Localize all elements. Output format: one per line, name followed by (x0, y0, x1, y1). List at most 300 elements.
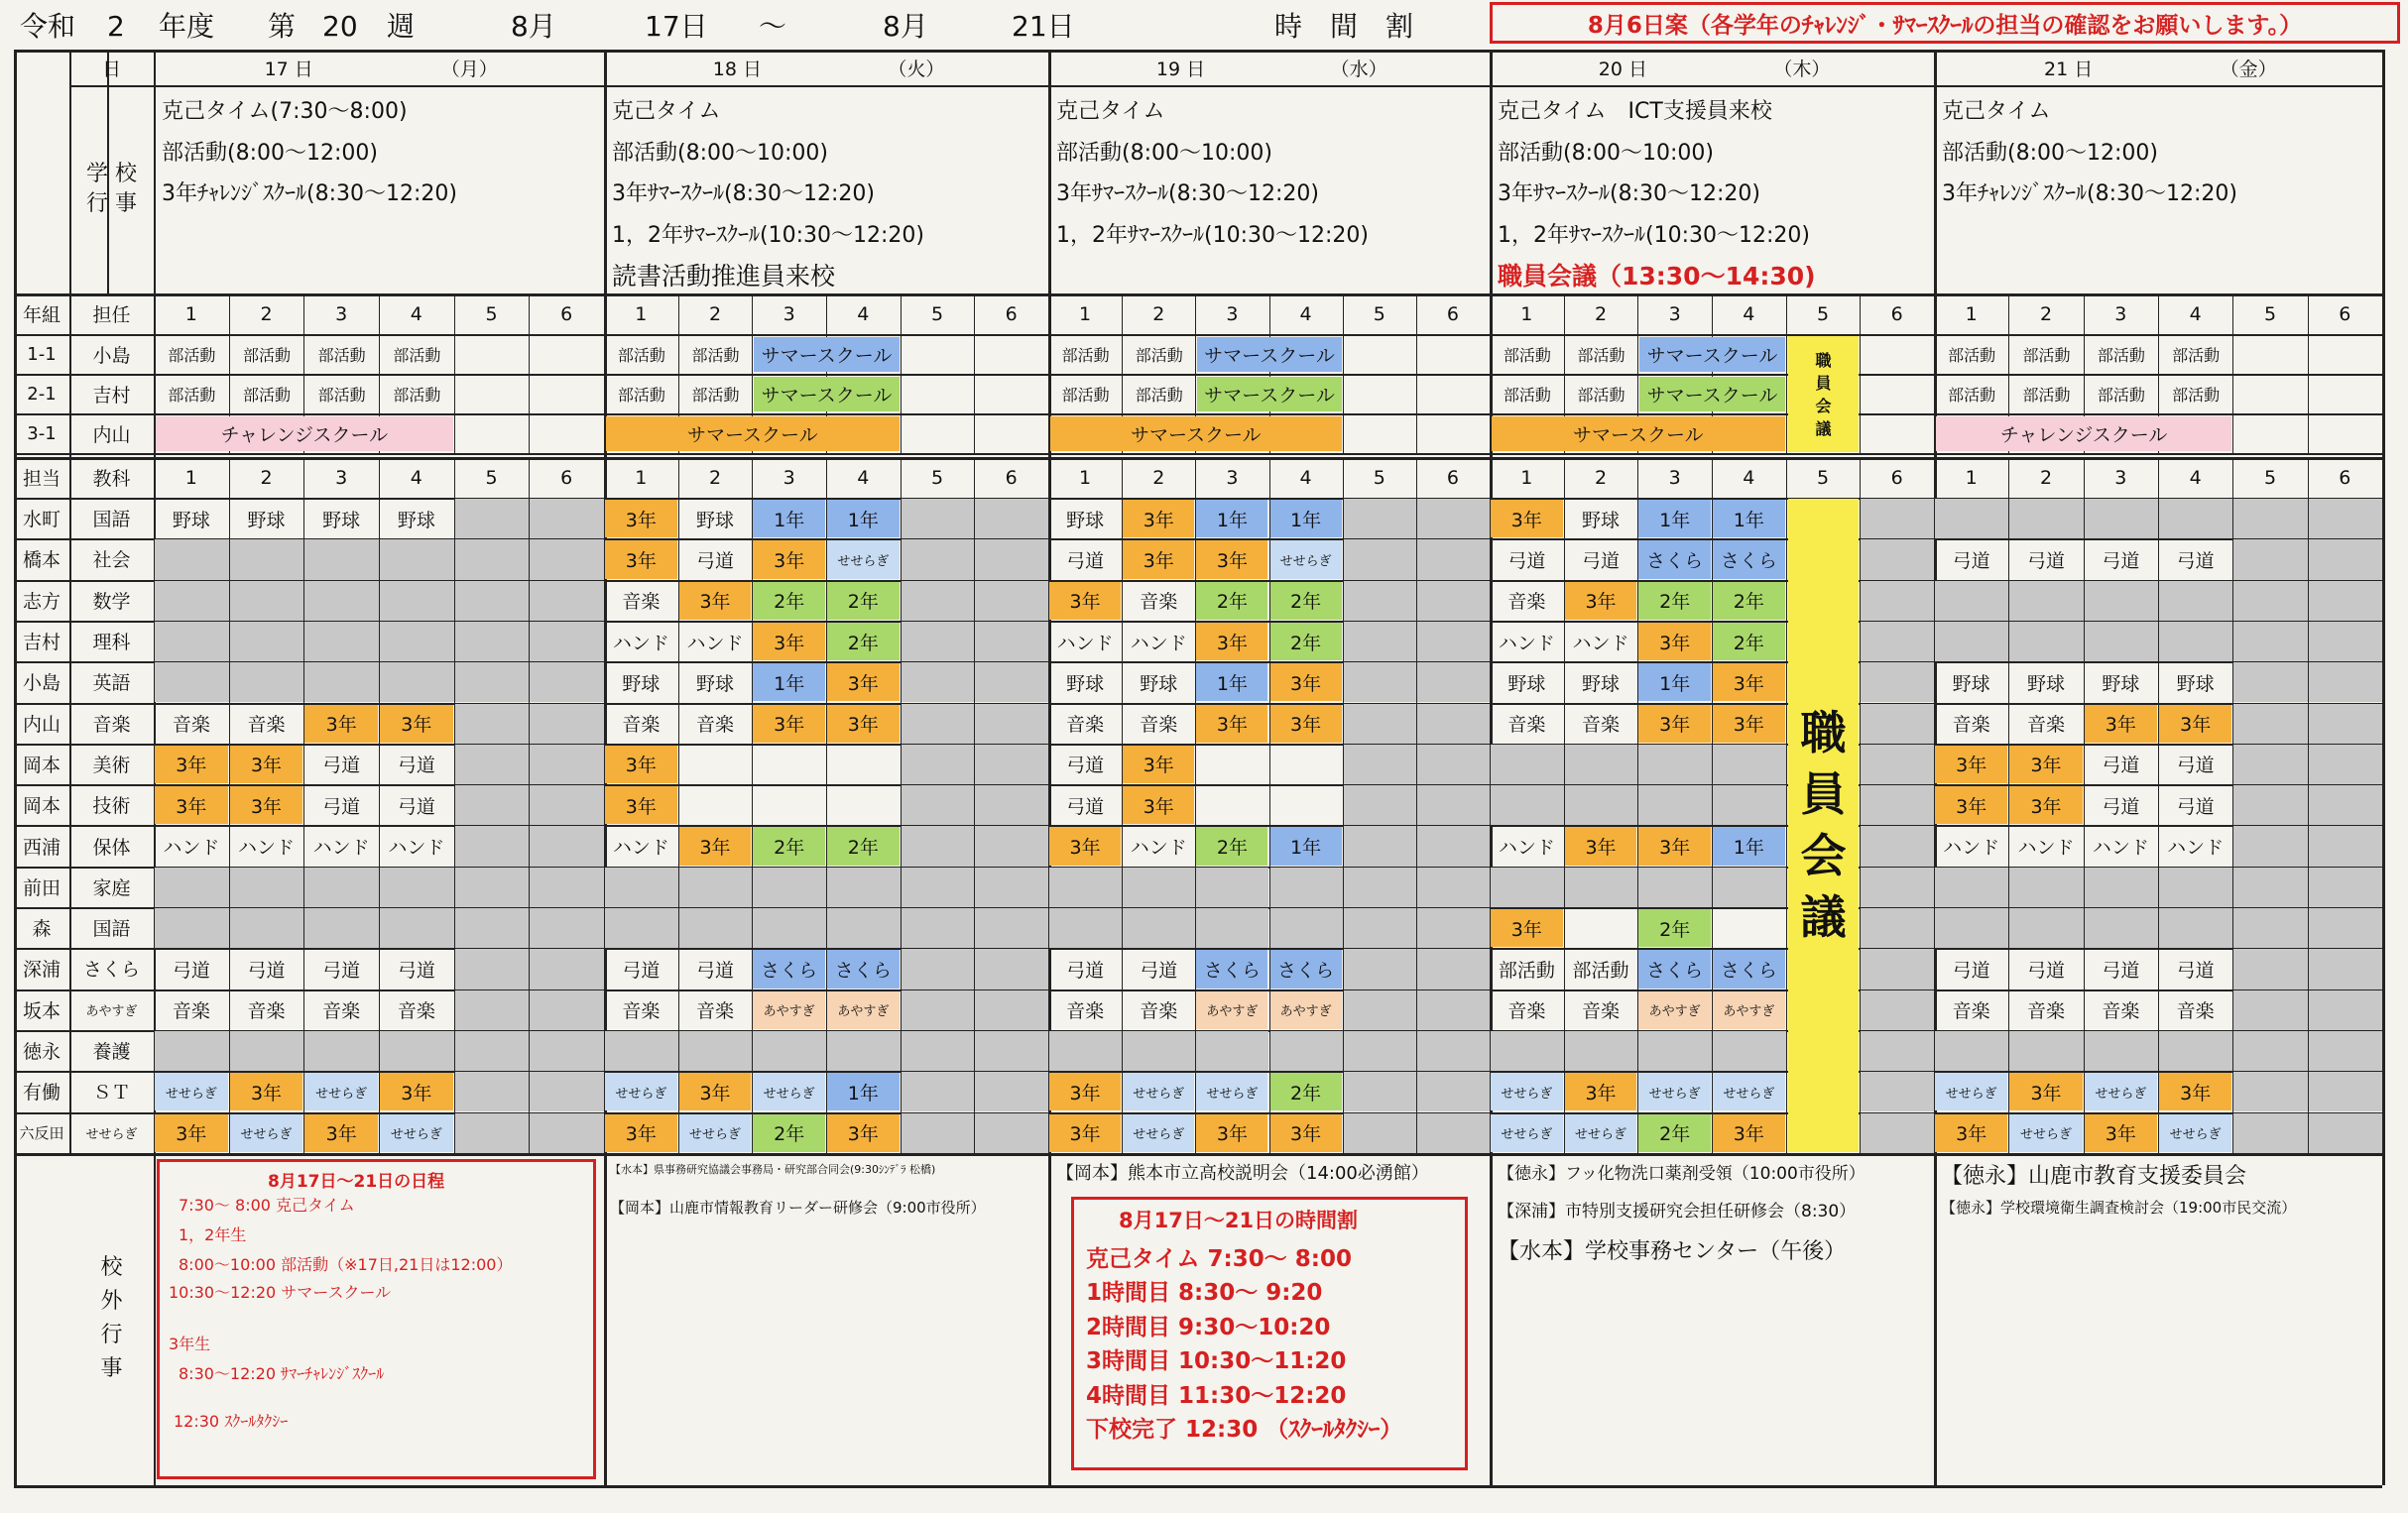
empty-shaded-cell (380, 662, 454, 702)
empty-shaded-cell (1861, 1113, 1934, 1153)
empty-shaded-cell (2309, 662, 2382, 702)
school-event-line: 克己タイム (1056, 99, 1165, 124)
teacher-subject: せせらぎ (85, 1126, 138, 1142)
period-header: 6 (1005, 302, 1018, 325)
empty-shaded-cell (2309, 581, 2382, 621)
lesson-cell: 3年 (827, 705, 900, 743)
lesson-cell: 音楽 (1140, 1000, 1178, 1023)
empty-shaded-cell (2085, 1031, 2158, 1071)
period-header: 3 (1226, 302, 1239, 325)
period-header: 1 (635, 466, 648, 489)
grid-line-h (14, 374, 2382, 376)
teacher-column-label: 担当 (22, 468, 60, 490)
lesson-cell: 音楽 (172, 1000, 210, 1023)
period-header: 1 (1079, 466, 1092, 489)
empty-shaded-cell (1935, 499, 2008, 538)
lesson-cell: ハンド (1943, 837, 2000, 860)
empty-shaded-cell (1935, 581, 2008, 621)
lesson-cell: 音楽 (172, 714, 210, 737)
lesson-cell: せせらぎ (679, 1114, 752, 1152)
lesson-cell: 3年 (1270, 663, 1342, 701)
school-events-label: 学 校 行 事 (86, 162, 137, 216)
lesson-cell: 音楽 (2026, 1000, 2065, 1023)
grid-line-v (1786, 457, 1787, 1153)
lesson-cell: 2年 (1270, 1073, 1342, 1110)
lesson-cell: 3年 (1270, 1114, 1342, 1152)
lesson-cell: 3年 (605, 540, 677, 578)
class-cell-club: 部活動 (393, 386, 441, 405)
empty-shaded-cell (2085, 581, 2158, 621)
empty-shaded-cell (975, 499, 1048, 538)
empty-shaded-cell (2233, 581, 2307, 621)
lesson-cell: 弓道 (1066, 755, 1105, 777)
lesson-cell: 3年 (155, 746, 228, 783)
lesson-cell: ハンド (1572, 632, 1629, 654)
class-cell-club: 部活動 (2097, 346, 2145, 365)
lesson-cell: ハンド (388, 837, 445, 860)
period-header: 4 (1299, 466, 1312, 489)
empty-shaded-cell (2309, 1113, 2382, 1153)
empty-shaded-cell (902, 662, 975, 702)
empty-shaded-cell (1344, 622, 1416, 661)
lesson-cell: 弓道 (397, 755, 435, 777)
lesson-cell: 3年 (1713, 705, 1785, 743)
grid-line-h (14, 1153, 2382, 1156)
period-header: 4 (1743, 466, 1755, 489)
lesson-cell: せせらぎ (2009, 1114, 2082, 1152)
empty-shaded-cell (902, 990, 975, 1030)
lesson-cell: 3年 (1638, 705, 1711, 743)
lesson-cell: ハンド (1498, 632, 1555, 654)
lesson-cell: 音楽 (1507, 1000, 1546, 1023)
lesson-cell: 1年 (827, 500, 900, 537)
class-homeroom-teacher: 吉村 (92, 384, 131, 407)
period-header: 2 (1594, 302, 1608, 325)
empty-shaded-cell (1861, 745, 1934, 784)
school-event-line: 1，2年ｻﾏｰｽｸｰﾙ(10:30～12:20) (1498, 222, 1810, 248)
lesson-cell: 音楽 (2176, 1000, 2215, 1023)
lesson-cell: 3年 (827, 1114, 900, 1152)
lesson-cell: 1年 (1713, 827, 1785, 865)
empty-shaded-cell (455, 539, 530, 579)
empty-shaded-cell (380, 581, 454, 621)
lesson-cell: 弓道 (322, 959, 361, 982)
empty-shaded-cell (455, 1072, 530, 1111)
day-header-weekday: （金） (2220, 58, 2277, 80)
lesson-cell: 音楽 (1952, 714, 1990, 737)
empty-shaded-cell (455, 622, 530, 661)
empty-shaded-cell (155, 539, 229, 579)
lesson-cell: 1年 (753, 500, 825, 537)
lesson-cell: 音楽 (1581, 714, 1620, 737)
period-header: 4 (1299, 302, 1312, 325)
schedule-box-mon-title: 8月17日～21日の日程 (268, 1171, 445, 1192)
empty-shaded-cell (902, 785, 975, 825)
lesson-cell: 2年 (1638, 1114, 1711, 1152)
class-cell-club: 部活動 (242, 346, 291, 365)
class-cell-summer: サマースクール (1050, 416, 1342, 451)
lesson-cell: ハンド (1130, 837, 1187, 860)
teacher-name: 志方 (22, 590, 60, 613)
empty-shaded-cell (2009, 908, 2083, 948)
empty-shaded-cell (2233, 1031, 2307, 1071)
lesson-cell: 3年 (380, 1073, 453, 1110)
lesson-cell: 音楽 (1066, 714, 1105, 737)
school-event-line: 部活動(8:00～12:00) (162, 140, 378, 166)
empty-shaded-cell (455, 499, 530, 538)
lesson-cell: 野球 (695, 509, 734, 531)
empty-shaded-cell (1344, 1031, 1416, 1071)
empty-shaded-cell (2309, 1072, 2382, 1111)
empty-shaded-cell (2009, 499, 2083, 538)
lesson-cell: 3年 (304, 705, 378, 743)
empty-shaded-cell (1417, 868, 1490, 907)
lesson-cell: ハンド (612, 837, 669, 860)
lesson-cell: 1年 (827, 1073, 900, 1110)
empty-shaded-cell (2309, 826, 2382, 866)
empty-shaded-cell (1861, 1031, 1934, 1071)
empty-shaded-cell (753, 908, 826, 948)
empty-shaded-cell (1861, 704, 1934, 744)
empty-shaded-cell (1565, 785, 1638, 825)
day-header-date: 20 日 (1598, 58, 1647, 80)
lesson-cell: 3年 (2009, 786, 2082, 824)
period-header: 5 (1816, 302, 1830, 325)
lesson-cell: 2年 (827, 582, 900, 620)
empty-shaded-cell (230, 539, 304, 579)
lesson-cell: 野球 (2176, 672, 2215, 695)
lesson-cell: 1年 (1638, 500, 1711, 537)
empty-shaded-cell (230, 622, 304, 661)
teacher-name: 西浦 (22, 836, 60, 859)
empty-shaded-cell (2233, 868, 2307, 907)
lesson-cell: 野球 (172, 509, 210, 531)
period-header: 3 (335, 466, 348, 489)
lesson-cell: 弓道 (2176, 755, 2215, 777)
empty-shaded-cell (530, 539, 604, 579)
lesson-cell: 3年 (155, 1114, 228, 1152)
lesson-cell: 3年 (1049, 582, 1121, 620)
class-name: 3-1 (27, 422, 57, 444)
empty-shaded-cell (2233, 1072, 2307, 1111)
lesson-cell: 3年 (2159, 705, 2231, 743)
class-cell-club: 部活動 (1577, 386, 1625, 405)
lesson-cell: せせらぎ (1491, 1073, 1563, 1110)
empty-shaded-cell (975, 1031, 1048, 1071)
teacher-name: 岡本 (22, 754, 60, 776)
schedule-box-wed-line: 2時間目 9:30～10:20 (1086, 1314, 1331, 1340)
class-cell-club: 部活動 (1061, 346, 1110, 365)
empty-shaded-cell (1417, 1031, 1490, 1071)
lesson-cell: 野球 (1581, 672, 1620, 695)
period-header: 6 (560, 302, 573, 325)
lesson-cell: 音楽 (2102, 1000, 2140, 1023)
lesson-cell: さくら (1638, 540, 1711, 578)
empty-shaded-cell (1713, 745, 1786, 784)
lesson-cell: さくら (1713, 950, 1785, 988)
empty-shaded-cell (2233, 662, 2307, 702)
lesson-cell: 3年 (753, 540, 825, 578)
day-column-label: 日 (101, 58, 121, 80)
school-event-line: 読書活動推進員来校 (612, 262, 836, 291)
lesson-cell: 2年 (753, 827, 825, 865)
empty-shaded-cell (1344, 949, 1416, 989)
empty-shaded-cell (902, 704, 975, 744)
lesson-cell: 3年 (230, 1073, 303, 1110)
teacher-name: 徳永 (22, 1041, 60, 1064)
teacher-subject: 数学 (92, 590, 131, 613)
period-header: 6 (2339, 302, 2351, 325)
empty-shaded-cell (1565, 745, 1638, 784)
empty-shaded-cell (2159, 581, 2232, 621)
period-header: 2 (2039, 466, 2053, 489)
teacher-subject: 家庭 (92, 876, 131, 899)
lesson-cell: 弓道 (1581, 549, 1620, 572)
period-header: 6 (1446, 302, 1459, 325)
empty-shaded-cell (2309, 539, 2382, 579)
class-cell-club: 部活動 (1135, 386, 1183, 405)
empty-shaded-cell (975, 704, 1048, 744)
empty-shaded-cell (1417, 704, 1490, 744)
empty-shaded-cell (1935, 868, 2008, 907)
class-cell-club: 部活動 (317, 386, 366, 405)
empty-shaded-cell (2309, 868, 2382, 907)
empty-shaded-cell (902, 868, 975, 907)
empty-shaded-cell (230, 581, 304, 621)
period-header: 4 (857, 302, 870, 325)
lesson-cell: 3年 (753, 705, 825, 743)
lesson-cell: 弓道 (1066, 795, 1105, 818)
empty-shaded-cell (2233, 990, 2307, 1030)
lesson-cell: 3年 (1049, 1073, 1121, 1110)
empty-shaded-cell (304, 662, 379, 702)
subject-column-label: 教科 (92, 468, 131, 490)
lesson-cell: せせらぎ (1638, 1073, 1711, 1110)
empty-shaded-cell (230, 868, 304, 907)
empty-shaded-cell (2309, 745, 2382, 784)
lesson-cell: せせらぎ (230, 1114, 303, 1152)
class-cell-club: 部活動 (691, 386, 740, 405)
lesson-cell: せせらぎ (1565, 1114, 1637, 1152)
teacher-name: 内山 (22, 713, 60, 736)
empty-shaded-cell (605, 1031, 678, 1071)
empty-shaded-cell (2085, 908, 2158, 948)
lesson-cell: 弓道 (2176, 795, 2215, 818)
lesson-cell: 3年 (1713, 663, 1785, 701)
empty-shaded-cell (2009, 1031, 2083, 1071)
period-header: 3 (1668, 466, 1681, 489)
empty-shaded-cell (455, 745, 530, 784)
empty-shaded-cell (975, 662, 1048, 702)
lesson-cell: 弓道 (695, 549, 734, 572)
empty-shaded-cell (975, 826, 1048, 866)
period-header: 5 (1373, 302, 1385, 325)
lesson-cell: 3年 (2085, 705, 2157, 743)
lesson-cell: 3年 (1638, 827, 1711, 865)
empty-shaded-cell (1344, 581, 1416, 621)
school-event-line: 職員会議（13:30～14:30) (1498, 262, 1816, 291)
empty-shaded-cell (1344, 785, 1416, 825)
empty-shaded-cell (1123, 868, 1195, 907)
empty-shaded-cell (1491, 868, 1564, 907)
outside-event-fri: 【徳永】学校環境衛生調査検討会（19:00市民交流） (1941, 1198, 2297, 1217)
period-header: 4 (1743, 302, 1755, 325)
lesson-cell: 部活動 (1498, 959, 1555, 982)
lesson-cell: 2年 (1270, 623, 1342, 660)
empty-shaded-cell (2233, 1113, 2307, 1153)
empty-shaded-cell (1861, 785, 1934, 825)
lesson-cell: 3年 (1123, 746, 1194, 783)
empty-shaded-cell (530, 1113, 604, 1153)
empty-shaded-cell (2309, 990, 2382, 1030)
teacher-subject: 理科 (92, 632, 131, 654)
period-header: 2 (1152, 466, 1165, 489)
empty-shaded-cell (530, 826, 604, 866)
lesson-cell: 3年 (1713, 1114, 1785, 1152)
day-header-weekday: （月） (440, 58, 498, 80)
schedule-box-wed-line: 下校完了 12:30 （ｽｸｰﾙﾀｸｼｰ） (1086, 1417, 1403, 1444)
empty-shaded-cell (530, 622, 604, 661)
empty-shaded-cell (530, 908, 604, 948)
empty-shaded-cell (1049, 908, 1122, 948)
empty-shaded-cell (1344, 826, 1416, 866)
lesson-cell: 2年 (1638, 582, 1711, 620)
lesson-cell: 3年 (155, 786, 228, 824)
grid-line-h (14, 413, 2382, 415)
lesson-cell: 3年 (1565, 1073, 1637, 1110)
empty-shaded-cell (2085, 868, 2158, 907)
teacher-name: 吉村 (22, 632, 60, 654)
teacher-subject: 社会 (92, 549, 131, 572)
empty-shaded-cell (530, 990, 604, 1030)
empty-shaded-cell (1344, 868, 1416, 907)
period-header: 3 (2114, 466, 2127, 489)
empty-shaded-cell (455, 704, 530, 744)
empty-shaded-cell (1861, 949, 1934, 989)
header-range-end-day: 21日 (1012, 10, 1075, 43)
lesson-cell: 3年 (1196, 1114, 1267, 1152)
day-header-weekday: （火） (888, 58, 945, 80)
lesson-cell: 3年 (1196, 623, 1267, 660)
empty-shaded-cell (2159, 908, 2232, 948)
schedule-box-mon-line: 12:30 ｽｸｰﾙﾀｸｼｰ (174, 1411, 289, 1431)
lesson-cell: 野球 (1066, 509, 1105, 531)
day-header-weekday: （水） (1330, 58, 1387, 80)
lesson-cell: 1年 (1196, 500, 1267, 537)
teacher-subject: 技術 (92, 795, 131, 818)
teacher-subject: ＳＴ (92, 1082, 131, 1105)
class-cell-club: 部活動 (691, 346, 740, 365)
teacher-name: 橋本 (22, 549, 60, 572)
outside-event-thu: 【徳永】フッ化物洗口薬剤受領（10:00市役所） (1498, 1163, 1866, 1184)
empty-shaded-cell (902, 539, 975, 579)
empty-shaded-cell (455, 826, 530, 866)
schedule-box-wed-line: 克己タイム 7:30～ 8:00 (1086, 1245, 1352, 1272)
period-header: 5 (930, 466, 944, 489)
lesson-cell: 3年 (1935, 1114, 2007, 1152)
empty-shaded-cell (902, 1031, 975, 1071)
lesson-cell: 音楽 (695, 1000, 734, 1023)
empty-shaded-cell (753, 868, 826, 907)
empty-shaded-cell (1417, 745, 1490, 784)
lesson-cell: 2年 (827, 623, 900, 660)
empty-shaded-cell (1417, 990, 1490, 1030)
empty-shaded-cell (2233, 704, 2307, 744)
period-header: 5 (2263, 466, 2277, 489)
header-tilde: ～ (759, 10, 787, 43)
empty-shaded-cell (975, 539, 1048, 579)
empty-shaded-cell (2309, 785, 2382, 825)
empty-shaded-cell (1491, 1031, 1564, 1071)
lesson-cell: さくら (1638, 950, 1711, 988)
empty-shaded-cell (1417, 581, 1490, 621)
lesson-cell: 3年 (230, 746, 303, 783)
period-header: 1 (1965, 302, 1978, 325)
empty-shaded-cell (902, 581, 975, 621)
lesson-cell: 弓道 (2026, 959, 2065, 982)
lesson-cell: 3年 (1196, 705, 1267, 743)
empty-shaded-cell (902, 499, 975, 538)
teacher-subject: 音楽 (92, 713, 131, 736)
school-event-line: 3年ｻﾏｰｽｸｰﾙ(8:30～12:20) (1498, 181, 1760, 206)
lesson-cell: さくら (1196, 950, 1267, 988)
teacher-name: 六反田 (19, 1123, 64, 1142)
school-event-line: 克己タイム ICT支援員来校 (1498, 99, 1772, 124)
school-event-line: 3年ｻﾏｰｽｸｰﾙ(8:30～12:20) (612, 181, 875, 206)
lesson-cell: 音楽 (1952, 1000, 1990, 1023)
empty-shaded-cell (530, 662, 604, 702)
schedule-box-mon-line: 3年生 (169, 1334, 211, 1353)
lesson-cell: 野球 (247, 509, 286, 531)
empty-shaded-cell (304, 1031, 379, 1071)
lesson-cell: 野球 (622, 672, 661, 695)
period-header: 4 (2189, 466, 2202, 489)
lesson-cell: 音楽 (695, 714, 734, 737)
lesson-cell: 弓道 (397, 795, 435, 818)
schedule-box-wed-title: 8月17日～21日の時間割 (1119, 1208, 1359, 1232)
empty-shaded-cell (975, 990, 1048, 1030)
empty-shaded-cell (1861, 868, 1934, 907)
lesson-cell: 3年 (380, 705, 453, 743)
period-header: 5 (1816, 466, 1830, 489)
lesson-cell: せせらぎ (1713, 1073, 1785, 1110)
schedule-box-wed-line: 3時間目 10:30～11:20 (1086, 1348, 1347, 1375)
school-event-line: 3年ﾁｬﾚﾝｼﾞｽｸｰﾙ(8:30～12:20) (1942, 181, 2237, 206)
school-event-line: 部活動(8:00～10:00) (612, 140, 828, 166)
day-header-date: 21 日 (2043, 58, 2094, 80)
empty-shaded-cell (2159, 499, 2232, 538)
lesson-cell: 2年 (1270, 582, 1342, 620)
empty-shaded-cell (2233, 826, 2307, 866)
lesson-cell: せせらぎ (1270, 540, 1342, 578)
period-header: 5 (1373, 466, 1385, 489)
empty-shaded-cell (304, 581, 379, 621)
empty-shaded-cell (1861, 622, 1934, 661)
school-event-line: 3年ﾁｬﾚﾝｼﾞｽｸｰﾙ(8:30～12:20) (162, 181, 457, 206)
class-cell-club: 部活動 (2097, 386, 2145, 405)
header-range-start-month: 8月 (511, 10, 556, 43)
lesson-cell: 2年 (1196, 582, 1267, 620)
empty-shaded-cell (975, 581, 1048, 621)
period-header: 6 (2339, 466, 2351, 489)
lesson-cell: 部活動 (1572, 959, 1629, 982)
empty-shaded-cell (902, 908, 975, 948)
teacher-name: 前田 (22, 876, 60, 899)
empty-shaded-cell (455, 908, 530, 948)
period-header: 4 (857, 466, 870, 489)
lesson-cell: せせらぎ (827, 540, 900, 578)
empty-shaded-cell (530, 1031, 604, 1071)
